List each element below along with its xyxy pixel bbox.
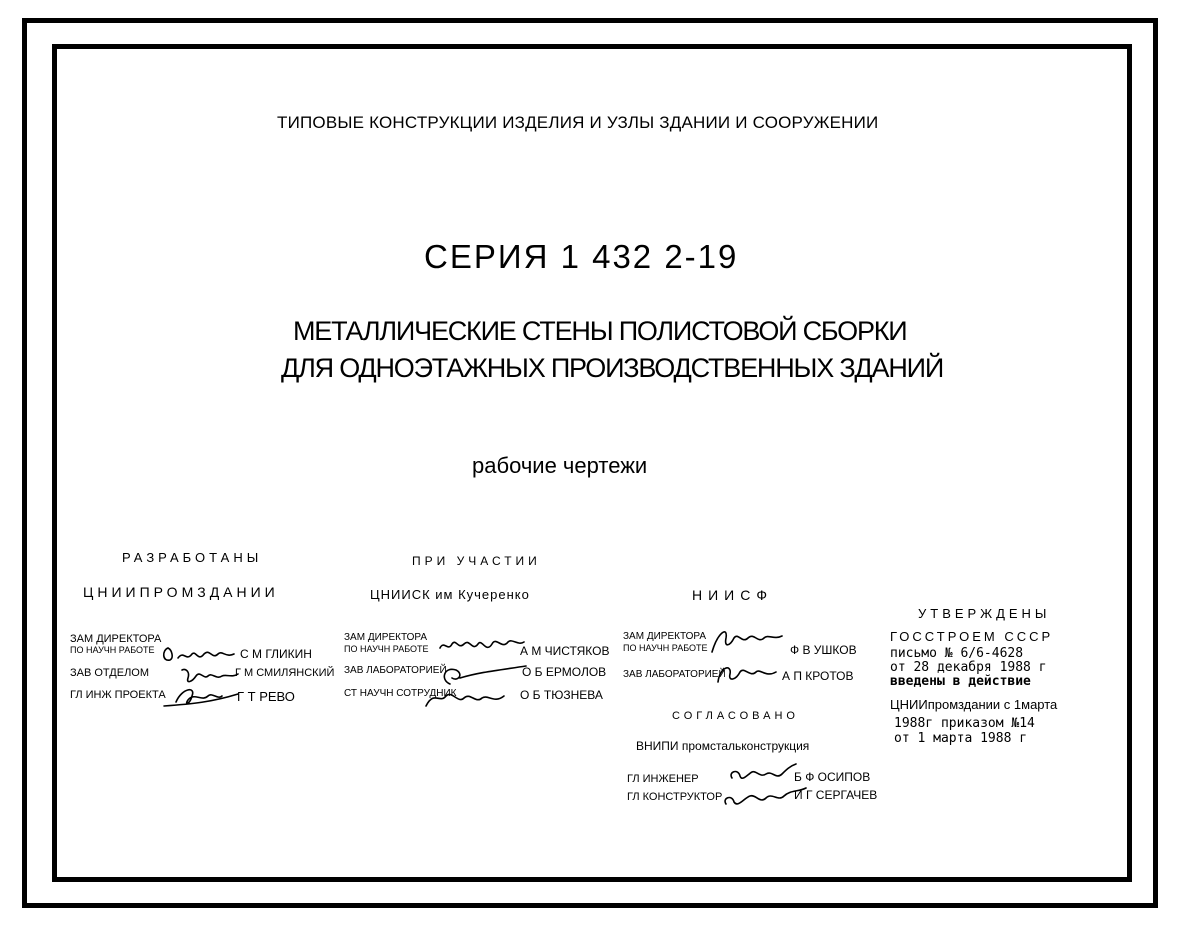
signature-revo xyxy=(162,682,242,712)
approved-line-7: от 1 марта 1988 г xyxy=(894,731,1028,746)
agr-role-2: ГЛ КОНСТРУКТОР xyxy=(627,791,723,803)
agr-name-1: Б Ф ОСИПОВ xyxy=(794,770,871,784)
niisf-name-1: Ф В УШКОВ xyxy=(790,643,857,657)
par-name-3: О Б ТЮЗНЕВА xyxy=(520,688,603,702)
signature-sergachev xyxy=(720,784,810,812)
approved-line-4: введены в действие xyxy=(890,674,1031,689)
header-text: ТИПОВЫЕ КОНСТРУКЦИИ ИЗДЕЛИЯ И УЗЛЫ ЗДАНИИ И СООРУЖЕНИИ xyxy=(277,113,879,132)
participation-heading: ПРИ УЧАСТИИ xyxy=(412,554,541,568)
niisf-org: НИИСФ xyxy=(692,587,773,603)
agr-name-2: И Г СЕРГАЧЕВ xyxy=(794,788,878,802)
niisf-role-1b: ПО НАУЧН РАБОТЕ xyxy=(623,643,708,653)
niisf-role-1a: ЗАМ ДИРЕКТОРА xyxy=(623,631,707,642)
par-role-1b: ПО НАУЧН РАБОТЕ xyxy=(344,644,429,654)
dev-role-2: ЗАВ ОТДЕЛОМ xyxy=(70,667,150,679)
developed-heading: РАЗРАБОТАНЫ xyxy=(122,550,263,565)
subtitle: рабочие чертежи xyxy=(472,453,648,478)
dev-role-1b: ПО НАУЧН РАБОТЕ xyxy=(70,645,155,655)
title-line-2: ДЛЯ ОДНОЭТАЖНЫХ ПРОИЗВОДСТВЕННЫХ ЗДАНИЙ xyxy=(281,353,944,383)
signature-krotov xyxy=(710,658,780,688)
approved-line-5: ЦНИИпромздании с 1марта xyxy=(890,697,1058,712)
par-name-1: А М ЧИСТЯКОВ xyxy=(520,644,610,658)
approved-heading: УТВЕРЖДЕНЫ xyxy=(918,606,1051,621)
approved-line-1: ГОССТРОЕМ СССР xyxy=(890,629,1054,644)
dev-name-3: Г Т РЕВО xyxy=(237,689,295,704)
dev-role-3: ГЛ ИНЖ ПРОЕКТА xyxy=(70,689,166,701)
signature-ushkov xyxy=(706,624,786,658)
approved-line-3: от 28 декабря 1988 г xyxy=(890,660,1047,675)
dev-name-2: Г М СМИЛЯНСКИЙ xyxy=(235,667,335,679)
agreed-heading: СОГЛАСОВАНО xyxy=(672,710,799,722)
par-role-2: ЗАВ ЛАБОРАТОРИЕЙ xyxy=(344,665,447,676)
title-line-1: МЕТАЛЛИЧЕСКИЕ СТЕНЫ ПОЛИСТОВОЙ СБОРКИ xyxy=(293,316,907,346)
signature-tyuzneva xyxy=(420,686,510,712)
dev-name-1: С М ГЛИКИН xyxy=(240,647,312,661)
agr-role-1: ГЛ ИНЖЕНЕР xyxy=(627,773,699,785)
par-role-3: СТ НАУЧН СОТРУДНИК xyxy=(344,688,457,699)
dev-role-1a: ЗАМ ДИРЕКТОРА xyxy=(70,633,162,645)
niisf-name-2: А П КРОТОВ xyxy=(782,669,854,683)
developed-org: ЦНИИПРОМЗДАНИИ xyxy=(83,584,279,600)
participation-org: ЦНИИСК им Кучеренко xyxy=(370,587,530,602)
niisf-role-2: ЗАВ ЛАБОРАТОРИЕЙ xyxy=(623,669,726,680)
approved-line-2: письмо № 6/6-4628 xyxy=(890,646,1024,661)
agreed-org: ВНИПИ промстальконструкция xyxy=(636,739,810,753)
signature-chistyakov xyxy=(436,632,526,662)
series-title: СЕРИЯ 1 432 2-19 xyxy=(424,238,739,275)
par-role-1a: ЗАМ ДИРЕКТОРА xyxy=(344,632,428,643)
approved-line-6: 1988г приказом №14 xyxy=(894,716,1035,731)
par-name-2: О Б ЕРМОЛОВ xyxy=(522,665,607,679)
